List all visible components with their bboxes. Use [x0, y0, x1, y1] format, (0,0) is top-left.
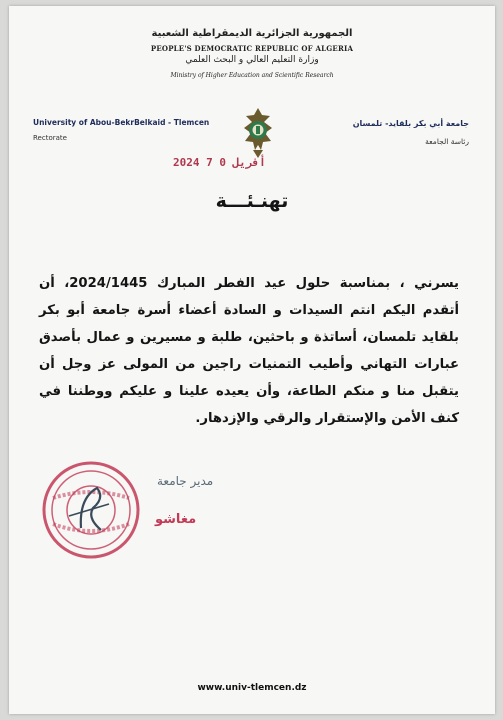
university-name-ar: جامعة أبي بكر بلقايد- تلمسان	[352, 119, 469, 128]
rectorate-ar: رئاسة الجامعة	[425, 137, 469, 146]
footer-website: www.univ-tlemcen.dz	[197, 683, 307, 693]
header-ministry-ar: وزارة التعليم العالي و البحث العلمي	[185, 55, 319, 65]
signature-name: مغاشو	[155, 512, 197, 527]
letter-page	[9, 6, 495, 714]
rectorate-en: Rectorate	[33, 134, 67, 142]
official-seal-icon	[39, 458, 143, 562]
letter-body: يسرني ، بمناسبة حلول عيد الفطر المبارك 2024/1445، أن أتقدم اليكم انتم السيدات و السادة أعضاء أسرة جامعة أبو بكر بلقايد تلمسان، أساتذة و باحثين، طلبة و مسيرين و عمال بأصدق عبارات التهاني وأطيب التمنيات راجين من المولى عز وجل أن يتقبل منا و منكم الطاعة، وأن يعيده علينا و عليكم ووطننا في كنف الأمن والإستقرار والرقي والإزدهار.	[39, 276, 459, 426]
signature-block	[39, 458, 239, 568]
university-logo-icon	[241, 106, 275, 160]
header-republic-ar: الجمهورية الجزائرية الديمقراطية الشعبية	[151, 28, 353, 39]
letter-title: تهنـئـــة	[215, 190, 289, 212]
date-stamp: 2024 أفريل 0 7	[173, 156, 266, 169]
university-name-en: University of Abou-BekrBelkaid - Tlemcen	[33, 118, 210, 127]
header-ministry-en: Ministry of Higher Education and Scientific Research	[170, 72, 334, 79]
header-republic-en: PEOPLE'S DEMOCRATIC REPUBLIC OF ALGERIA	[150, 44, 354, 53]
signature-title: مدير جامعة	[157, 474, 214, 488]
